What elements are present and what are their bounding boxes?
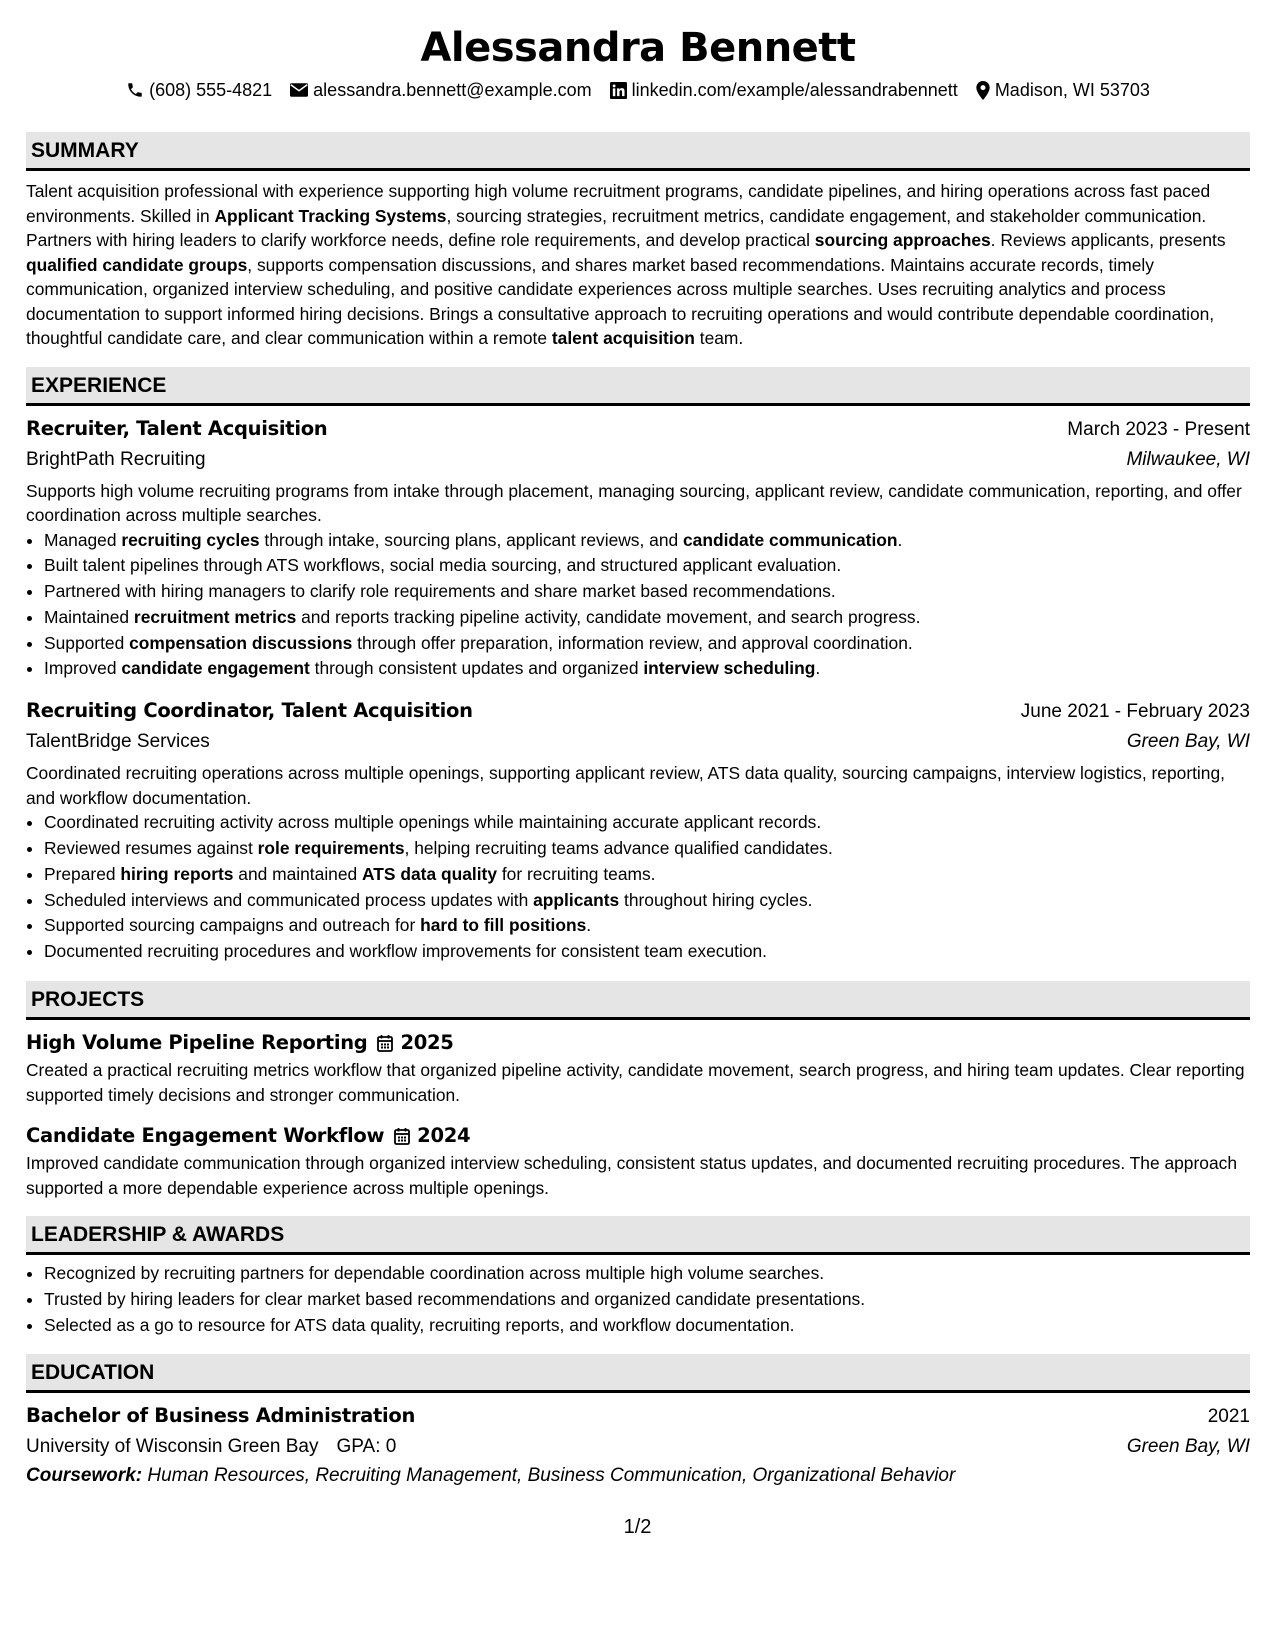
project-description: Created a practical recruiting metrics workflow that organized pipeline activity, candidate movement, search progress, and hiring team updates. Clear reporting supported timely decisions and stronger communication. (26, 1060, 1245, 1105)
job-company: BrightPath Recruiting (26, 448, 206, 470)
linkedin-link[interactable]: linkedin.com/example/alessandrabennett (631, 80, 958, 100)
linkedin-icon (610, 82, 627, 99)
bullet-text: . (586, 915, 592, 936)
phone-icon (126, 81, 144, 99)
calendar-icon (377, 1034, 393, 1052)
resume-page (26, 0, 1250, 1490)
bullet-text: Maintained (44, 606, 134, 627)
coursework (26, 1462, 1250, 1490)
bullet-keyword: role requirements (257, 838, 405, 859)
summary-keyword: talent acquisition (551, 328, 695, 348)
contact-location (976, 78, 1150, 102)
summary-text-part: , sourcing strategies, recruitment metrics, candidate engagement, and stakeholder communication. Partners with hiring leaders to clarify workforce needs, define role requirements, and develop practical (26, 205, 1207, 250)
bullet-keyword: ATS data quality (362, 863, 497, 884)
bullet-item (44, 656, 1250, 682)
gpa: GPA: 0 (336, 1436, 397, 1458)
bullet-item (44, 836, 1250, 862)
job-bullets (26, 528, 1250, 683)
school-name: University of Wisconsin Green Bay (26, 1436, 319, 1458)
leadership-heading: LEADERSHIP & AWARDS (26, 1216, 1250, 1255)
projects-section (26, 981, 1250, 1200)
project-year: 2024 (417, 1124, 471, 1148)
bullet-text: Coordinated recruiting activity across multiple openings while maintaining accurate applicant records. (44, 812, 822, 833)
map-pin-icon (976, 81, 990, 100)
bullet-text: Scheduled interviews and communicated process updates with (44, 889, 534, 910)
contact-linkedin[interactable] (610, 78, 958, 102)
bullet-text: Supported (44, 632, 130, 653)
location-text: Madison, WI 53703 (994, 80, 1150, 100)
bullet-text: Improved (44, 658, 122, 679)
envelope-icon (290, 83, 308, 97)
bullet-keyword: compensation discussions (129, 632, 353, 653)
job-entry (26, 414, 1250, 683)
candidate-name: Alessandra Bennett (420, 25, 856, 71)
phone-text: (608) 555-4821 (149, 80, 273, 100)
bullet-keyword: candidate engagement (121, 658, 310, 679)
bullet-item (44, 888, 1250, 914)
bullet-text: Built talent pipelines through ATS workflows, social media sourcing, and structured applicant evaluation. (44, 555, 842, 576)
bullet-item (44, 913, 1250, 939)
email-link[interactable]: alessandra.bennett@example.com (313, 80, 592, 100)
project-entry (26, 1028, 1250, 1107)
projects-heading: PROJECTS (26, 981, 1250, 1020)
project-title: Candidate Engagement Workflow (26, 1124, 385, 1148)
bullet-item (44, 605, 1250, 631)
summary-text-part: Talent acquisition professional with experience supporting high volume recruitment programs, candidate pipelines, and hiring operations across fast paced environments. Skilled in (26, 181, 1211, 226)
bullet-text: throughout hiring cycles. (619, 889, 813, 910)
leadership-item: • Trusted by hiring leaders for clear market based recommendations and organized candidate presentations. (44, 1287, 1250, 1313)
bullet-item (44, 579, 1250, 605)
bullet-text: . (815, 658, 821, 679)
bullet-text: through offer preparation, information review, and approval coordination. (352, 632, 913, 653)
bullet-text: , helping recruiting teams advance qualified candidates. (404, 838, 833, 859)
leadership-section (26, 1216, 1250, 1338)
summary-keyword: Applicant Tracking Systems (214, 205, 447, 226)
summary-keyword: sourcing approaches (814, 230, 991, 250)
bullet-text: through intake, sourcing plans, applicant reviews, and (259, 529, 684, 550)
project-title: High Volume Pipeline Reporting (26, 1031, 368, 1055)
graduation-year: 2021 (1207, 1406, 1250, 1428)
job-company: TalentBridge Services (26, 731, 210, 753)
bullet-item (44, 862, 1250, 888)
degree: Bachelor of Business Administration (26, 1404, 416, 1428)
bullet-item (44, 939, 1250, 965)
contact-email[interactable] (290, 78, 591, 102)
job-location: Milwaukee, WI (1126, 448, 1250, 470)
bullet-item (44, 631, 1250, 657)
project-description: Improved candidate communication through organized interview scheduling, consistent status updates, and documented recruiting procedures. The approach supported a more dependable experience across multiple openings. (26, 1153, 1237, 1198)
job-entry (26, 696, 1250, 965)
summary-text (26, 179, 1250, 351)
job-dates: June 2021 - February 2023 (1020, 701, 1250, 723)
bullet-keyword: recruiting cycles (121, 529, 260, 550)
project-year: 2025 (400, 1031, 454, 1055)
leadership-item: • Recognized by recruiting partners for dependable coordination across multiple high volume searches. (44, 1261, 1250, 1287)
summary-heading: SUMMARY (26, 132, 1250, 171)
experience-heading: EXPERIENCE (26, 367, 1250, 406)
experience-section (26, 367, 1250, 966)
bullet-text: Managed (44, 529, 122, 550)
bullet-item (44, 528, 1250, 554)
bullet-item (44, 810, 1250, 836)
job-bullets (26, 810, 1250, 965)
summary-text-part: . Reviews applicants, presents (990, 230, 1226, 250)
bullet-keyword: interview scheduling (643, 658, 816, 679)
job-description: Coordinated recruiting operations across multiple openings, supporting applicant review, ATS data quality, sourcing campaigns, interview logistics, reporting, and workflow documentation. (26, 763, 1225, 808)
bullet-keyword: candidate communication (683, 529, 898, 550)
bullet-text: for recruiting teams. (497, 863, 656, 884)
project-entry (26, 1121, 1250, 1200)
summary-section (26, 132, 1250, 351)
bullet-text: Supported sourcing campaigns and outreach for (44, 915, 421, 936)
page-number: 1/2 (623, 1516, 652, 1538)
bullet-text: Reviewed resumes against (44, 838, 258, 859)
bullet-text: and maintained (233, 863, 363, 884)
bullet-item (44, 553, 1250, 579)
coursework-list: Human Resources, Recruiting Management, Business Communication, Organizational Behavior (147, 1465, 956, 1487)
leadership-list (26, 1261, 1250, 1338)
school-location: Green Bay, WI (1126, 1436, 1250, 1458)
education-heading: EDUCATION (26, 1354, 1250, 1393)
bullet-text: and reports tracking pipeline activity, candidate movement, and search progress. (296, 606, 921, 627)
contact-phone (126, 78, 272, 102)
bullet-text: through consistent updates and organized (309, 658, 644, 679)
summary-text-part: team. (694, 328, 744, 348)
job-title: Recruiter, Talent Acquisition (26, 416, 328, 440)
bullet-text: Partnered with hiring managers to clarify role requirements and share market based recommendations. (44, 581, 836, 602)
job-dates: March 2023 - Present (1067, 418, 1250, 440)
calendar-icon (394, 1127, 410, 1145)
bullet-keyword: hiring reports (120, 863, 234, 884)
summary-keyword: qualified candidate groups (26, 254, 248, 275)
job-location: Green Bay, WI (1126, 731, 1250, 753)
bullet-keyword: applicants (533, 889, 620, 910)
bullet-keyword: recruitment metrics (133, 606, 297, 627)
job-description: Supports high volume recruiting programs from intake through placement, managing sourcing, applicant review, candidate communication, reporting, and offer coordination across multiple searches. (26, 480, 1242, 525)
contact-bar (26, 78, 1250, 102)
bullet-text: Prepared (44, 863, 121, 884)
coursework-label: Coursework: (26, 1465, 143, 1487)
leadership-item: • Selected as a go to resource for ATS data quality, recruiting reports, and workflow documentation. (44, 1313, 1250, 1339)
bullet-text: Documented recruiting procedures and workflow improvements for consistent team execution. (44, 941, 768, 962)
bullet-text: . (897, 529, 903, 550)
education-section (26, 1354, 1250, 1490)
summary-text-part: , supports compensation discussions, and shares market based recommendations. Maintains accurate records, timely communication, organized interview scheduling, and positive candidate experiences across multiple searches. Uses recruiting analytics and process documentation to support informed hiring decisions. Brings a consultative approach to recruiting operations and would contribute dependable coordination, thoughtful candidate care, and clear communication within a remote (26, 254, 1215, 348)
bullet-keyword: hard to fill positions (420, 915, 587, 936)
job-title: Recruiting Coordinator, Talent Acquisition (26, 699, 473, 723)
